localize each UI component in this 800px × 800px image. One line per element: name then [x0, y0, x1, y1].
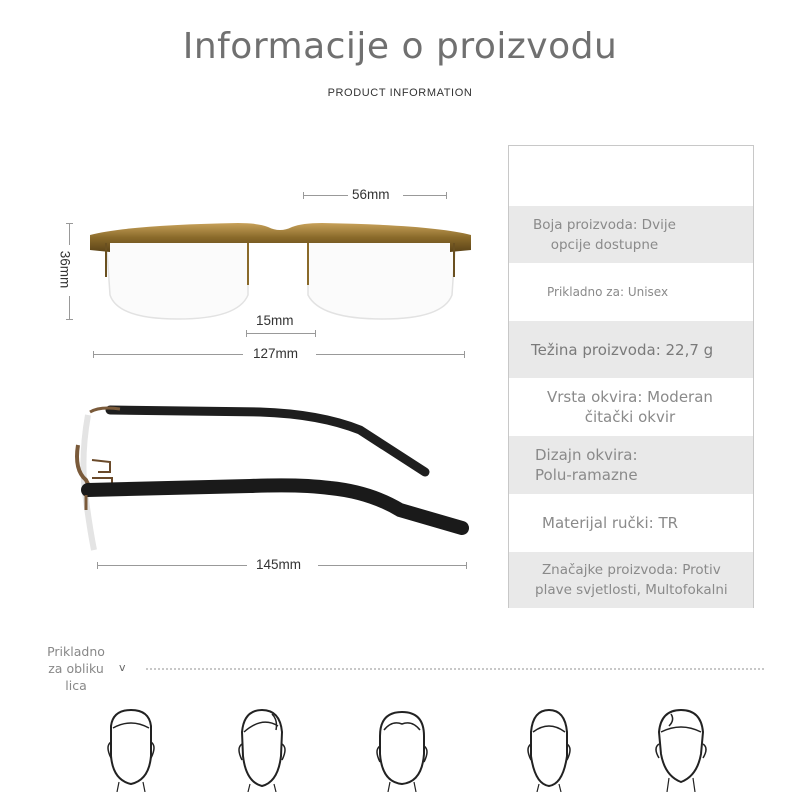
oval-face-icon	[232, 706, 292, 792]
dim-56-line-left	[303, 195, 348, 196]
glasses-side-image	[70, 400, 470, 560]
info-frame-design-line2: Polu-ramazne	[535, 466, 638, 484]
page-title: Informacije o proizvodu	[182, 26, 618, 67]
dim-36-line-bottom	[69, 296, 70, 320]
dim-36-line-top	[69, 223, 70, 245]
info-weight-text: Težina proizvoda: 22,7 g	[531, 340, 714, 359]
info-row-features	[509, 552, 753, 608]
frame-width-label: 127mm	[253, 346, 299, 361]
info-suitable-text: Prikladno za: Unisex	[547, 285, 669, 299]
bridge-width-label: 15mm	[256, 313, 294, 328]
info-frame-type-line2: čitački okvir	[584, 408, 676, 426]
dim-15-line	[246, 333, 315, 334]
info-row-color	[509, 206, 753, 263]
info-row-blank	[509, 146, 753, 206]
temple-length-label: 145mm	[256, 557, 302, 572]
info-material-text: Materijal ručki: TR	[542, 514, 679, 532]
face-shape-label	[38, 643, 114, 694]
dim-127-tick-right	[464, 351, 465, 358]
lens-width-label: 56mm	[352, 187, 390, 202]
dim-36-tick-bottom	[66, 319, 73, 320]
glasses-front-image	[88, 215, 473, 325]
dim-15-tick-right	[315, 330, 316, 337]
info-frame-type-line1: Vrsta okvira: Moderan	[547, 388, 713, 406]
info-frame-design-line1: Dizajn okvira:	[535, 446, 638, 464]
product-info-table	[508, 145, 754, 608]
dotted-divider	[146, 668, 764, 670]
dim-145-line-left	[97, 565, 247, 566]
info-row-frame-type	[509, 378, 753, 436]
info-color-line2: opcije dostupne	[550, 236, 659, 253]
info-row-material	[509, 494, 753, 552]
square-face-icon	[101, 706, 161, 792]
lens-height-label: 36mm	[57, 250, 73, 289]
info-features-line1: Značajke proizvoda: Protiv	[541, 562, 721, 578]
face-label-line1: Prikladno	[47, 644, 105, 659]
heart-face-icon	[651, 706, 711, 792]
dim-145-line-right	[318, 565, 466, 566]
chevron-down-icon: v	[119, 661, 126, 674]
round-face-icon	[372, 706, 432, 792]
dim-145-tick-right	[466, 562, 467, 569]
info-row-frame-design	[509, 436, 753, 494]
info-features-line2: plave svjetlosti, Multofokalni	[535, 582, 728, 598]
dim-56-line-right	[403, 195, 447, 196]
page-subtitle: PRODUCT INFORMATION	[327, 87, 473, 99]
dim-127-line-left	[93, 354, 243, 355]
info-color-line1: Boja proizvoda: Dvije	[533, 216, 676, 233]
info-row-suitable	[509, 263, 753, 321]
info-row-weight	[509, 321, 753, 378]
long-face-icon	[519, 706, 579, 792]
dim-127-line-right	[316, 354, 464, 355]
face-label-line2: za obliku	[48, 661, 104, 676]
face-label-line3: lica	[65, 678, 87, 693]
dim-56-tick-right	[446, 192, 447, 199]
